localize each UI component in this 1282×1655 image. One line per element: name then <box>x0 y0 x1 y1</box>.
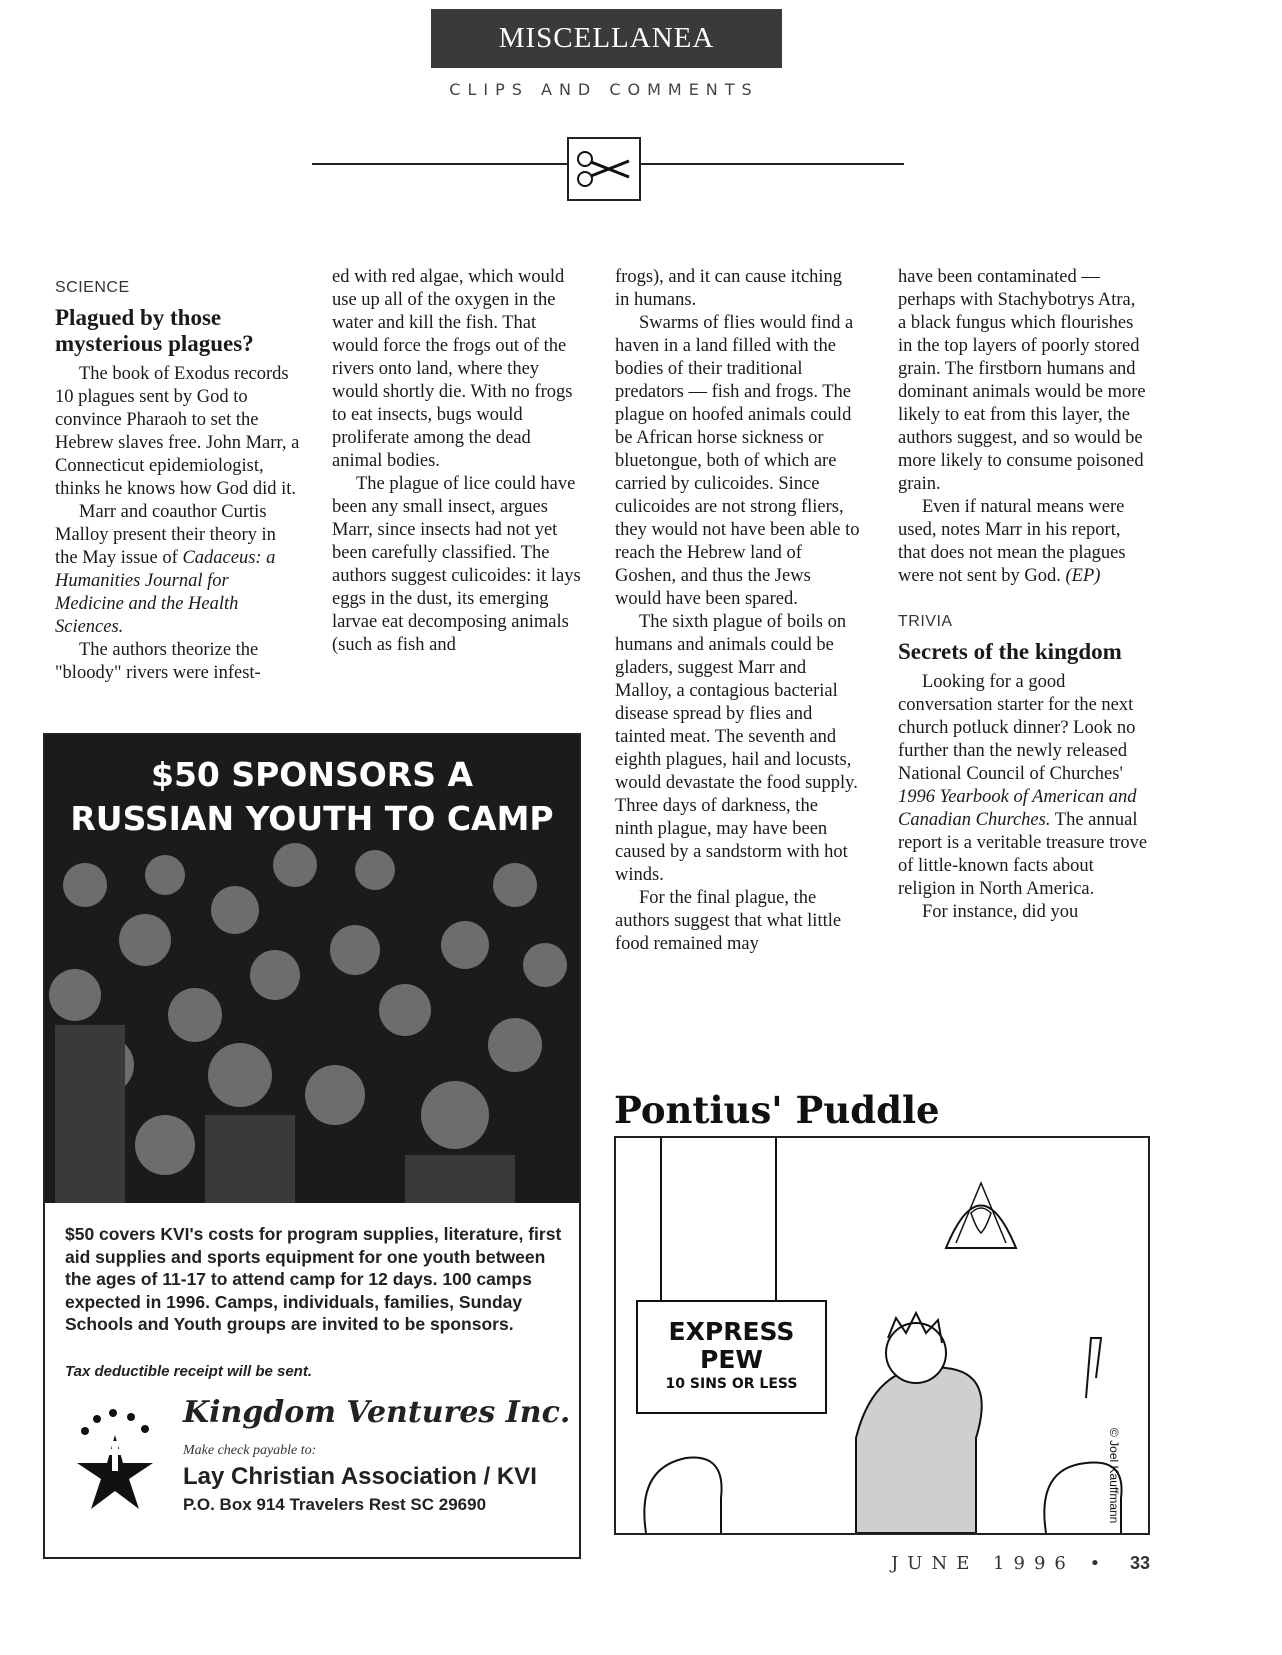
comic-title: Pontius' Puddle <box>614 1088 940 1132</box>
article-column-1 <box>55 276 300 685</box>
paragraph: The sixth plague of boils on humans and animals could be gladers, suggest Marr and Malloy, a contagious bacterial disease spread by flies and tainted meat. The seventh and eighth plagues, hail and locusts, would devastate the food supply. Three days of darkness, the ninth plague, may have been caused by a sandstorm with hot winds. <box>615 612 858 885</box>
issue-date: JUNE 1996 <box>891 1553 1075 1574</box>
section-banner: MISCELLANEA <box>431 9 782 68</box>
paragraph: Even if natural means were used, notes Marr in his report, that does not mean the plagues were not sent by God. (EP) <box>898 497 1126 586</box>
express-pew-sign: EXPRESS PEW 10 SINS OR LESS <box>636 1300 827 1414</box>
paragraph: ed with red algae, which would use up all of the oxygen in the water and kill the fish. That would force the frogs out of the rivers onto land, where they would shortly die. With no frogs to eat insects, bugs would proliferate among the dead animal bodies. <box>332 267 573 471</box>
page-footer <box>891 1553 1150 1574</box>
book-title: 1996 Yearbook of American and Canadian Churches. <box>898 787 1137 830</box>
article-column-4 <box>898 266 1148 924</box>
paragraph: frogs), and it can cause itching in humans. <box>615 267 843 310</box>
advertisement <box>43 733 581 1559</box>
paragraph: The plague of lice could have been any small insect, argues Marr, since insects had not yet been carefully classified. The authors suggest culicoides: it lays eggs in the dust, its emerging larvae eat decomposing animals (such as fish and <box>332 474 581 655</box>
comic-panel <box>614 1136 1150 1535</box>
paragraph: The book of Exodus records 10 plagues sent by God to convince Pharaoh to set the Hebrew slaves free. John Marr, a Connecticut epidemiologist, thinks he knows how God did it. <box>55 364 300 499</box>
scissors-icon <box>567 137 641 201</box>
paragraph: Marr and coauthor Curtis Malloy present their theory in the May issue of Cadaceus: a Humanities Journal for Medicine and the Health Sciences. <box>55 502 276 637</box>
section-label-trivia: TRIVIA <box>898 613 953 630</box>
star-cross-logo-icon <box>65 1405 165 1515</box>
article-headline: Plagued by those mysterious plagues? <box>55 305 254 356</box>
article-headline: Secrets of the kingdom <box>898 639 1122 664</box>
ad-photo <box>45 735 579 1203</box>
page-number: 33 <box>1129 1553 1150 1573</box>
paragraph: Looking for a good conversation starter for the next church potluck dinner? Look no further than the newly released National Council of Churches' 1996 Yearbook of American and Canadian Churches. The annual report is a veritable treasure trove of little-known facts about religion in North America. <box>898 672 1148 899</box>
journal-title: Cadaceus: a Humanities Journal for Medicine and the Health Sciences. <box>55 548 276 637</box>
mailing-address: P.O. Box 914 Travelers Rest SC 29690 <box>183 1495 487 1514</box>
paragraph: The authors theorize the "bloody" rivers were infest- <box>55 640 261 683</box>
ad-headline: $50 SPONSORS A RUSSIAN YOUTH TO CAMP <box>70 755 554 838</box>
section-subtitle: CLIPS AND COMMENTS <box>449 80 759 99</box>
comic-credit: © Joel Kauffmann <box>1107 1428 1121 1524</box>
paragraph: have been contaminated — perhaps with Stachybotrys Atra, a black fungus which flourishes in the top layers of poorly stored grain. The firstborn humans and dominant animals would be more likely to eat from this layer, the authors suggest, and so would be more likely to consume poisoned grain. <box>898 267 1146 494</box>
organization-name: Lay Christian Association / KVI <box>183 1463 537 1490</box>
payable-label: Make check payable to: <box>183 1443 317 1458</box>
article-column-2 <box>332 266 582 657</box>
footer-bullet: • <box>1089 1553 1110 1574</box>
paragraph: For instance, did you <box>922 902 1079 922</box>
company-name: Kingdom Ventures Inc. <box>183 1395 571 1430</box>
author-initials: (EP) <box>1065 566 1101 586</box>
article-column-3 <box>615 266 860 956</box>
divider-right <box>636 163 904 165</box>
ad-tax-note: Tax deductible receipt will be sent. <box>65 1363 313 1380</box>
divider-left <box>312 163 568 165</box>
section-label-science: SCIENCE <box>55 279 130 296</box>
ad-body-text: $50 covers KVI's costs for program supplies, literature, first aid supplies and sports equipment for one youth between the ages of 11-17 to attend camp for 12 days. 100 camps expected in 1996. Camps, individuals, families, Sunday Schools and Youth groups are invited to be sponsors. <box>65 1224 562 1334</box>
paragraph: For the final plague, the authors suggest that what little food remained may <box>615 888 842 954</box>
paragraph: Swarms of flies would find a haven in a land filled with the bodies of their traditional predators — fish and frogs. The plague on hoofed animals could be African horse sickness or bluetongue, both of which are carried by culicoides. Since culicoides are not strong fliers, they would not have been able to reach the Hebrew land of Goshen, and thus the Jews would have been spared. <box>615 313 860 609</box>
